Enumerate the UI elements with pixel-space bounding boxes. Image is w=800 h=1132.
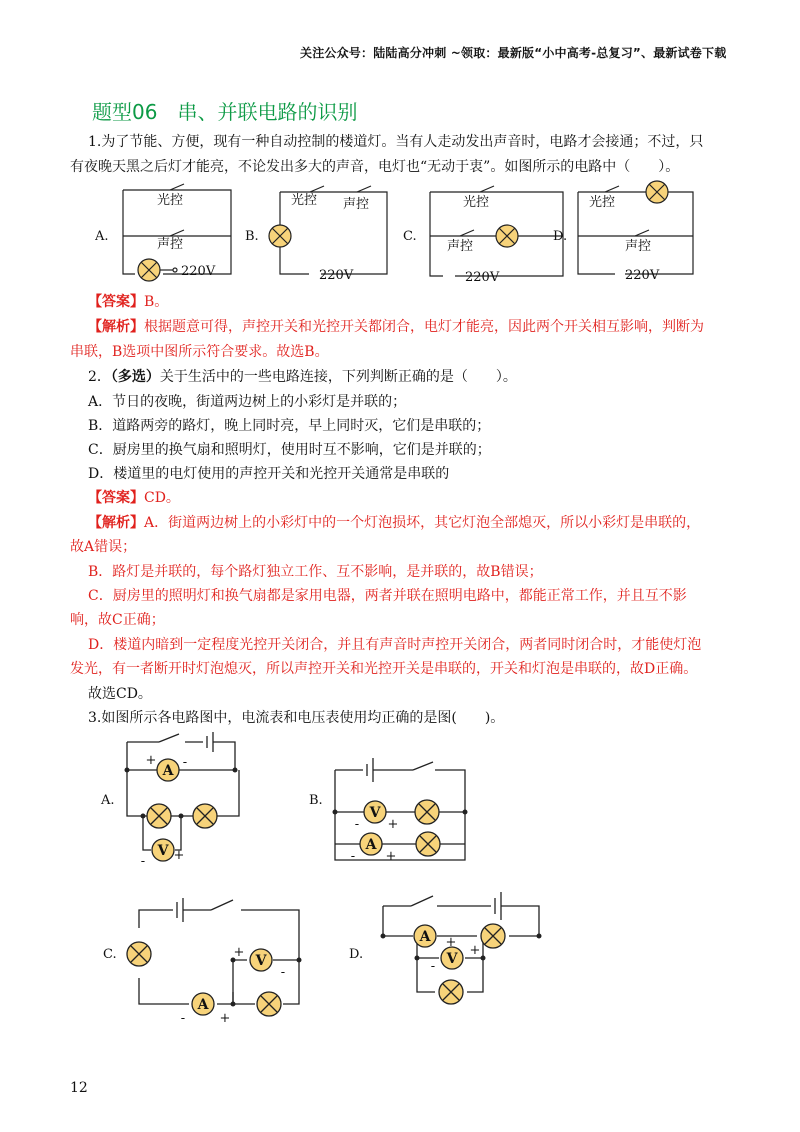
q2-stem: 2．（多选）关于生活中的一些电路连接，下列判断正确的是（ ）。: [88, 369, 517, 385]
q1-c-sound-label: 声控: [447, 239, 474, 254]
q3-b-voltmeter-label: V: [369, 805, 381, 821]
q3-a-ammeter-minus: -: [182, 755, 188, 770]
q2-option-b: B．道路两旁的路灯，晚上同时亮，早上同时灭，它们是串联的；: [88, 418, 491, 434]
q1-option-a: A.: [95, 229, 109, 244]
q2-analysis-d1: D．楼道内暗到一定程度光控开关闭合，并且有声音时声控开关闭合，两者同时闭合时，才能使灯泡: [88, 637, 702, 653]
q3-a-voltmeter-plus: +: [173, 848, 185, 863]
q1-line1: 1.为了节能、方便，现有一种自动控制的楼道灯。当有人走动发出声音时，电路才会接通；不过，只: [88, 134, 704, 150]
page-number: 12: [70, 1080, 88, 1096]
q1-a-sound-label: 声控: [157, 237, 184, 252]
page-header: 关注公众号：陆陆高分冲刺 ~领取：最新版“小中高考-总复习”、最新试卷下载: [300, 46, 727, 60]
q1-d-sound-label: 声控: [625, 239, 652, 254]
q2-analysis-c2: 响，故C正确；: [70, 612, 165, 628]
q2-conclusion: 故选CD。: [88, 686, 152, 702]
q3-c-ammeter-label: A: [197, 997, 209, 1013]
q3-c-voltmeter-label: V: [255, 953, 267, 969]
q3-option-d: D.: [349, 947, 364, 962]
q3-circuits: [95, 732, 655, 1042]
q3-c-voltmeter-minus: -: [280, 965, 286, 980]
q1-analysis-1: 【解析】根据题意可得，声控开关和光控开关都闭合，电灯才能亮，因此两个开关相互影响，判断为: [88, 319, 704, 335]
q3-d-voltmeter-label: V: [446, 951, 458, 967]
q3-b-ammeter-minus: -: [350, 849, 356, 864]
q3-a-ammeter-label: A: [162, 763, 174, 779]
q2-option-c: C．厨房里的换气扇和照明灯，使用时互不影响，它们是并联的；: [88, 442, 491, 458]
q3-c-voltmeter-plus: +: [233, 945, 245, 960]
q1-option-d: D.: [553, 229, 568, 244]
q3-a-ammeter-plus: +: [145, 753, 157, 768]
q1-option-c: C.: [403, 229, 417, 244]
q3-d-ammeter-label: A: [419, 929, 431, 945]
q3-option-b: B.: [309, 793, 323, 808]
q1-b-voltage: 220V: [319, 268, 354, 283]
q1-b-light-label: 光控: [291, 193, 318, 208]
q3-b-voltmeter-plus: +: [387, 817, 399, 832]
q3-b-voltmeter-minus: -: [354, 817, 360, 832]
q1-d-voltage: 220V: [625, 268, 660, 283]
q1-a-voltage: 220V: [181, 264, 216, 279]
q2-analysis-c1: C．厨房里的照明灯和换气扇都是家用电器，两者并联在照明电路中，都能正常工作，并且互不影: [88, 588, 687, 604]
q1-option-b: B.: [245, 229, 259, 244]
q2-analysis-b: B．路灯是并联的，每个路灯独立工作、互不影响，是并联的，故B错误；: [88, 564, 543, 580]
q3-d-voltmeter-minus: -: [430, 959, 436, 974]
q1-b-sound-label: 声控: [343, 197, 370, 212]
q2-analysis-d2: 发光，有一者断开时灯泡熄灭，所以声控开关和光控开关是串联的，开关和灯泡是串联的，故D正确。: [70, 661, 698, 677]
q2-answer: 【答案】CD。: [88, 490, 180, 506]
q3-d-ammeter-plus: +: [445, 935, 457, 950]
q3-stem: 3.如图所示各电路图中，电流表和电压表使用均正确的是图( )。: [88, 710, 505, 726]
q3-d-voltmeter-plus: +: [469, 943, 481, 958]
q1-analysis-2: 串联，B选项中图所示符合要求。故选B。: [70, 344, 329, 360]
q3-a-voltmeter-minus: -: [140, 854, 146, 869]
q1-d-light-label: 光控: [589, 195, 616, 210]
q1-a-light-label: 光控: [157, 193, 184, 208]
q1-c-light-label: 光控: [463, 195, 490, 210]
q2-option-a: A．节日的夜晚，街道两边树上的小彩灯是并联的；: [88, 394, 407, 410]
q3-c-ammeter-minus: -: [180, 1011, 186, 1026]
q1-line2: 有夜晚天黑之后灯才能亮，不论发出多大的声音，电灯也“无动于衷”。如图所示的电路中（ ）。: [70, 159, 680, 175]
q3-b-ammeter-label: A: [365, 837, 377, 853]
q2-analysis-a2: 故A错误；: [70, 539, 137, 555]
q1-c-voltage: 220V: [465, 270, 500, 285]
section-title: 题型06 串、并联电路的识别: [92, 100, 358, 124]
q3-option-c: C.: [103, 947, 117, 962]
q2-option-d: D．楼道里的电灯使用的声控开关和光控开关通常是串联的: [88, 466, 450, 482]
q3-b-ammeter-plus: +: [385, 849, 397, 864]
q3-option-a: A.: [101, 793, 115, 808]
q3-c-ammeter-plus: +: [219, 1011, 231, 1026]
q3-a-voltmeter-label: V: [157, 843, 169, 859]
q1-circuits: [95, 178, 715, 288]
q2-analysis-a1: 【解析】A．街道两边树上的小彩灯中的一个灯泡损坏，其它灯泡全部熄灭，所以小彩灯是串联的，: [88, 515, 701, 531]
q1-answer: 【答案】B。: [88, 294, 169, 310]
